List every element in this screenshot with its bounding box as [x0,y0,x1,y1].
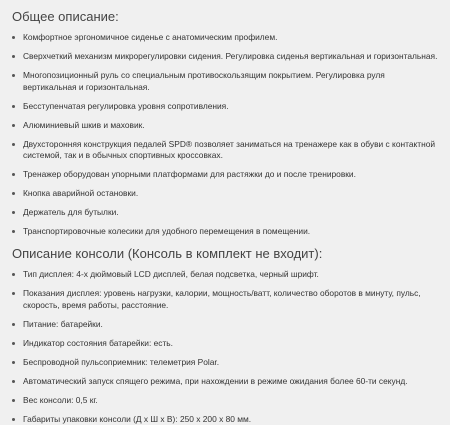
bullet-icon [12,124,15,127]
list-item: Показания дисплея: уровень нагрузки, калории, мощность/ватт, количество оборотов в минуту, пульс, скорость, время работы, расстояние. [12,288,440,311]
bullet-icon [12,273,15,276]
bullet-icon [12,361,15,364]
list-item: Двухсторонняя конструкция педалей SPD® позволяет заниматься на тренажере как в обуви с контактной системой, так и в обычных спортивных кроссовках. [12,139,440,162]
bullet-icon [12,380,15,383]
list-item: Беспроводной пульсоприемник: телеметрия Polar. [12,357,440,369]
list-item: Комфортное эргономичное сиденье с анатомическим профилем. [12,32,440,44]
general-features-list [12,32,440,238]
bullet-icon [12,143,15,146]
bullet-icon [12,230,15,233]
bullet-icon [12,399,15,402]
list-item: Автоматический запуск спящего режима, при нахождении в режиме ожидания более 60-ти секунд. [12,376,440,388]
list-item: Габариты упаковки консоли (Д х Ш х В): 250 х 200 х 80 мм. [12,414,440,425]
bullet-icon [12,418,15,421]
bullet-icon [12,173,15,176]
bullet-icon [12,105,15,108]
bullet-icon [12,292,15,295]
bullet-icon [12,74,15,77]
list-item: Сверхчеткий механизм микрорегулировки сидения. Регулировка сиденья вертикальная и горизонтальная. [12,51,440,63]
list-item: Питание: батарейки. [12,319,440,331]
bullet-icon [12,36,15,39]
list-item: Бесступенчатая регулировка уровня сопротивления. [12,101,440,113]
console-description-heading: Описание консоли (Консоль в комплект не входит): [12,245,440,263]
list-item: Транспортировочные колесики для удобного перемещения в помещении. [12,226,440,238]
list-item: Держатель для бутылки. [12,207,440,219]
list-item: Тип дисплея: 4-х дюймовый LCD дисплей, белая подсветка, черный шрифт. [12,269,440,281]
list-item: Тренажер оборудован упорными платформами для растяжки до и после тренировки. [12,169,440,181]
list-item: Алюминиевый шкив и маховик. [12,120,440,132]
list-item: Вес консоли: 0,5 кг. [12,395,440,407]
list-item: Многопозиционный руль со специальным противоскользящим покрытием. Регулировка руля вертикальная и горизонтальная. [12,70,440,93]
bullet-icon [12,192,15,195]
bullet-icon [12,342,15,345]
list-item: Индикатор состояния батарейки: есть. [12,338,440,350]
bullet-icon [12,55,15,58]
bullet-icon [12,211,15,214]
list-item: Кнопка аварийной остановки. [12,188,440,200]
console-features-list [12,269,440,425]
general-description-heading: Общее описание: [12,8,440,26]
bullet-icon [12,323,15,326]
